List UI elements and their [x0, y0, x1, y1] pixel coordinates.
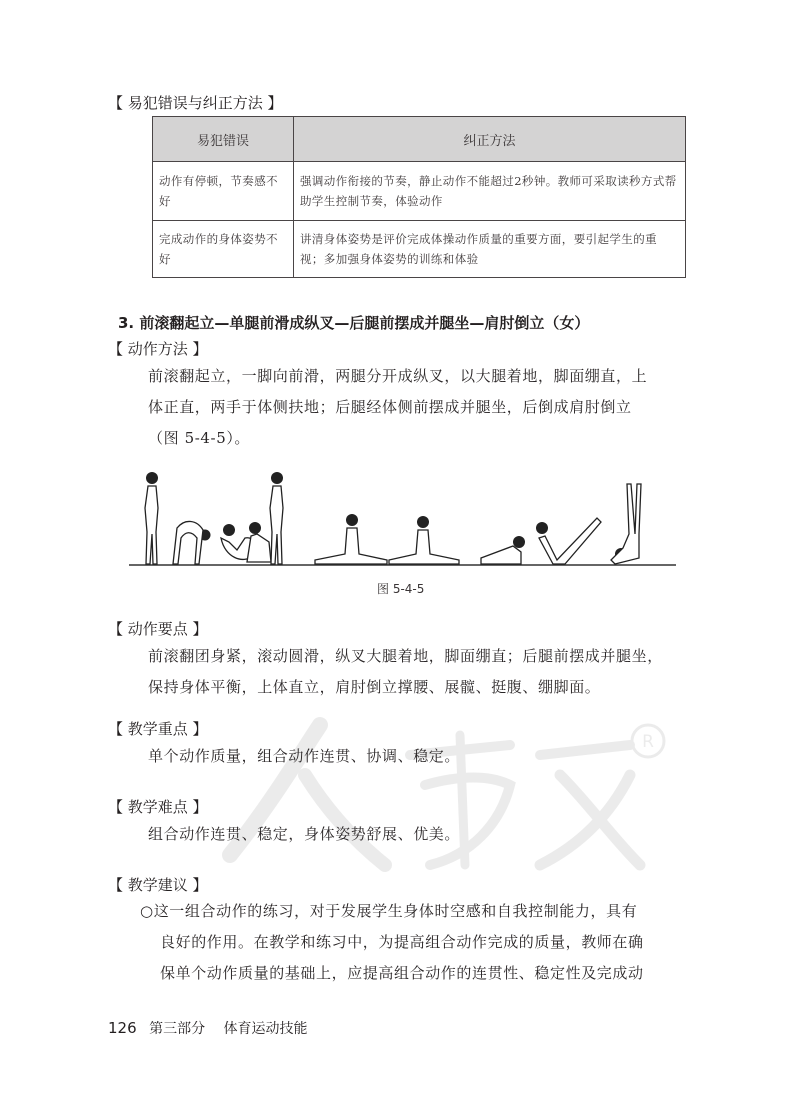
text-line: 良好的作用。在教学和练习中，为提高组合动作完成的质量，教师在确 [160, 933, 644, 951]
page-number: 126 [108, 1019, 137, 1037]
method-heading: 【 动作方法 】 [108, 340, 208, 358]
teaching-difficulty-heading: 【 教学难点 】 [108, 798, 208, 816]
table-row [153, 221, 686, 278]
key-points-heading: 【 动作要点 】 [108, 620, 208, 638]
teaching-focus-heading: 【 教学重点 】 [108, 720, 208, 738]
teaching-difficulty-text [148, 819, 693, 850]
text-line: 前滚翻团身紧，滚动圆滑，纵叉大腿着地，脚面绷直；后腿前摆成并腿坐， [148, 647, 663, 665]
table-cell: 强调动作衔接的节奏，静止动作不能超过2秒钟。教师可采取读秒方式帮助学生控制节奏，体验动作 [294, 162, 686, 221]
page-footer [108, 1018, 308, 1038]
item-title: 3. 前滚翻起立—单腿前滑成纵叉—后腿前摆成并腿坐—肩肘倒立（女） [118, 314, 590, 332]
teaching-advice-text [140, 896, 695, 989]
table-header-correction: 纠正方法 [294, 117, 686, 162]
table-header-error: 易犯错误 [153, 117, 294, 162]
method-text [148, 361, 693, 454]
footer-part: 第三部分 [149, 1021, 206, 1037]
key-points-text [148, 641, 696, 703]
text-line: 保单个动作质量的基础上，应提高组合动作的连贯性、稳定性及完成动 [160, 964, 644, 982]
errors-table [152, 116, 686, 278]
text-line: 前滚翻起立，一脚向前滑，两腿分开成纵叉，以大腿着地，脚面绷直，上 [148, 367, 648, 385]
table-cell: 完成动作的身体姿势不好 [153, 221, 294, 278]
text-line: 单个动作质量，组合动作连贯、协调、稳定。 [148, 747, 461, 765]
publisher-watermark-icon [210, 715, 670, 875]
text-line: 保持身体平衡，上体直立，肩肘倒立撑腰、展髋、挺腹、绷脚面。 [148, 678, 601, 696]
gymnastics-sequence-illustration [125, 468, 680, 570]
text-line: 组合动作连贯、稳定，身体姿势舒展、优美。 [148, 825, 461, 843]
figure-caption: 图 5-4-5 [377, 582, 425, 596]
text-line: ○这一组合动作的练习，对于发展学生身体时空感和自我控制能力，具有 [140, 902, 638, 920]
errors-heading: 【 易犯错误与纠正方法 】 [108, 94, 283, 112]
teaching-advice-heading: 【 教学建议 】 [108, 876, 208, 894]
text-line: （图 5-4-5）。 [148, 429, 251, 447]
teaching-focus-text [148, 741, 693, 772]
footer-chapter: 体育运动技能 [223, 1021, 308, 1037]
svg-text:R: R [642, 732, 654, 752]
text-line: 体正直，两手于体侧扶地；后腿经体侧前摆成并腿坐，后倒成肩肘倒立 [148, 398, 632, 416]
table-row [153, 162, 686, 221]
table-cell: 讲清身体姿势是评价完成体操动作质量的重要方面，要引起学生的重视；多加强身体姿势的训练和体验 [294, 221, 686, 278]
table-cell: 动作有停顿，节奏感不好 [153, 162, 294, 221]
